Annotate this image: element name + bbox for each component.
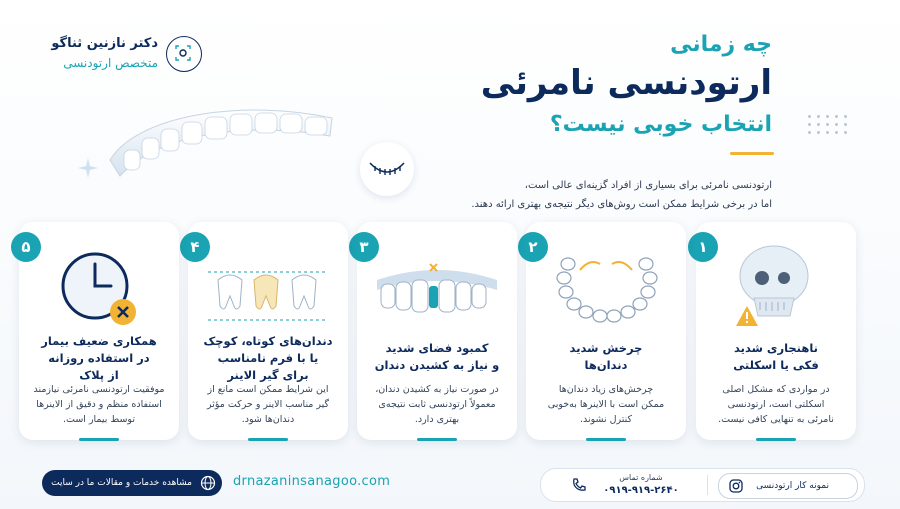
services-button-label: مشاهده خدمات و مقالات ما در سایت [51, 478, 192, 488]
card-5 [19, 222, 179, 440]
card-2 [526, 222, 686, 440]
card-4 [188, 222, 348, 440]
services-button[interactable] [42, 470, 222, 496]
clock-cross-icon [39, 240, 159, 332]
card-title-line: دندان‌ها [584, 358, 628, 372]
title-underline [730, 152, 774, 155]
rotated-teeth-icon [546, 240, 666, 332]
card-body-line: معمولاً ارتودنسی ثابت نتیجه‌ی [378, 399, 496, 410]
card-title-line: برای گیر الاینر [227, 368, 309, 382]
smile-teeth-icon [368, 159, 406, 179]
skull-warning-icon [716, 240, 836, 332]
card-title [702, 340, 850, 374]
card-body-line: چرخش‌های زیاد دندان‌ها [558, 384, 654, 395]
globe-icon [200, 475, 216, 491]
instagram-button[interactable] [718, 473, 858, 499]
card-title [25, 333, 173, 384]
card-body-line: دندان‌ها شود. [241, 414, 295, 425]
card-title-line: در استفاده روزانه [48, 351, 150, 365]
divider [707, 475, 708, 495]
crowded-teeth-icon [377, 240, 497, 332]
phone-label: شماره تماس [619, 473, 663, 482]
card-3 [357, 222, 517, 440]
card-title-line: ناهنجاری شدید [734, 341, 818, 355]
card-body-line: ممکن است با الاینرها به‌خوبی [547, 399, 665, 410]
card-body-line: نامرئی به تنهایی کافی نیست. [718, 414, 834, 425]
card-body-line: گیر مناسب الاینر و حرکت مؤثر [206, 399, 330, 410]
card-title-line: چرخش شدید [569, 341, 643, 355]
sparkle-icon [78, 158, 98, 178]
card-body-line: موفقیت ارتودنسی نامرئی نیازمند [33, 384, 165, 395]
card-body [27, 382, 171, 427]
card-number: ۲ [518, 232, 548, 262]
card-title-line: از پلاک [79, 368, 119, 382]
card-title [363, 340, 511, 374]
phone-icon [571, 477, 587, 493]
brand-subtitle: متخصص ارتودنسی [63, 56, 158, 70]
card-accent [586, 438, 626, 441]
clear-aligner-icon [100, 92, 340, 192]
dots-decoration [808, 115, 848, 141]
card-1 [696, 222, 856, 440]
card-title-line: دندان‌های کوتاه، کوچک [203, 334, 333, 348]
card-body-line: در صورت نیاز به کشیدن دندان، [375, 384, 499, 395]
card-title [194, 333, 342, 384]
card-body-line: توسط بیمار است. [62, 414, 135, 425]
card-title-line: همکاری ضعیف بیمار [41, 334, 157, 348]
card-accent [79, 438, 119, 441]
card-title-line: و نیاز به کشیدن دندان [374, 358, 500, 372]
card-body [534, 382, 678, 427]
card-body [365, 382, 509, 427]
card-title [532, 340, 680, 374]
card-number: ۱ [688, 232, 718, 262]
card-title-line: یا با فرم نامناسب [217, 351, 319, 365]
heading-line-1: چه زمانی [670, 32, 772, 57]
card-title-line: فکی یا اسکلتی [733, 358, 819, 372]
intro-line-1: ارتودنسی نامرئی برای بسیاری از افراد گزینه‌ای عالی است، [524, 180, 772, 191]
instagram-icon [729, 479, 743, 493]
teeth-badge [360, 142, 414, 196]
card-body [196, 382, 340, 427]
card-accent [248, 438, 288, 441]
card-accent [417, 438, 457, 441]
card-title-line: کمبود فضای شدید [385, 341, 489, 355]
card-accent [756, 438, 796, 441]
instagram-label: نمونه کار ارتودنسی [756, 481, 829, 491]
card-number: ۳ [349, 232, 379, 262]
card-body-line: در مواردی که مشکل اصلی [722, 384, 830, 395]
brand-logo-icon [166, 36, 202, 72]
card-body-line: بهتری دارد. [414, 414, 460, 425]
card-body-line: اسکلتی است، ارتودنسی [727, 399, 825, 410]
intro-line-2: اما در برخی شرایط ممکن است روش‌های دیگر نتیجه‌ی بهتری ارائه دهند. [471, 199, 772, 210]
contact-bar [540, 468, 865, 502]
heading-line-3: انتخاب خوبی نیست؟ [549, 112, 772, 137]
card-body [704, 382, 848, 427]
page-title: ارتودنسی نامرئی [480, 63, 772, 103]
brand-block [18, 32, 193, 74]
card-body-line: استفاده منظم و دقیق از الاینرها [36, 399, 162, 410]
card-number: ۵ [11, 232, 41, 262]
card-number: ۴ [180, 232, 210, 262]
short-teeth-icon [208, 240, 328, 332]
brand-name: دکتر نازنین ثناگو [51, 36, 158, 51]
website-link[interactable]: drnazaninsanagoo.com [233, 474, 391, 489]
phone-number[interactable]: ۰۹۱۹-۹۱۹-۲۶۴۰ [603, 485, 679, 496]
card-body-line: کنترل نشوند. [579, 414, 633, 425]
card-body-line: این شرایط ممکن است مانع از [207, 384, 329, 395]
